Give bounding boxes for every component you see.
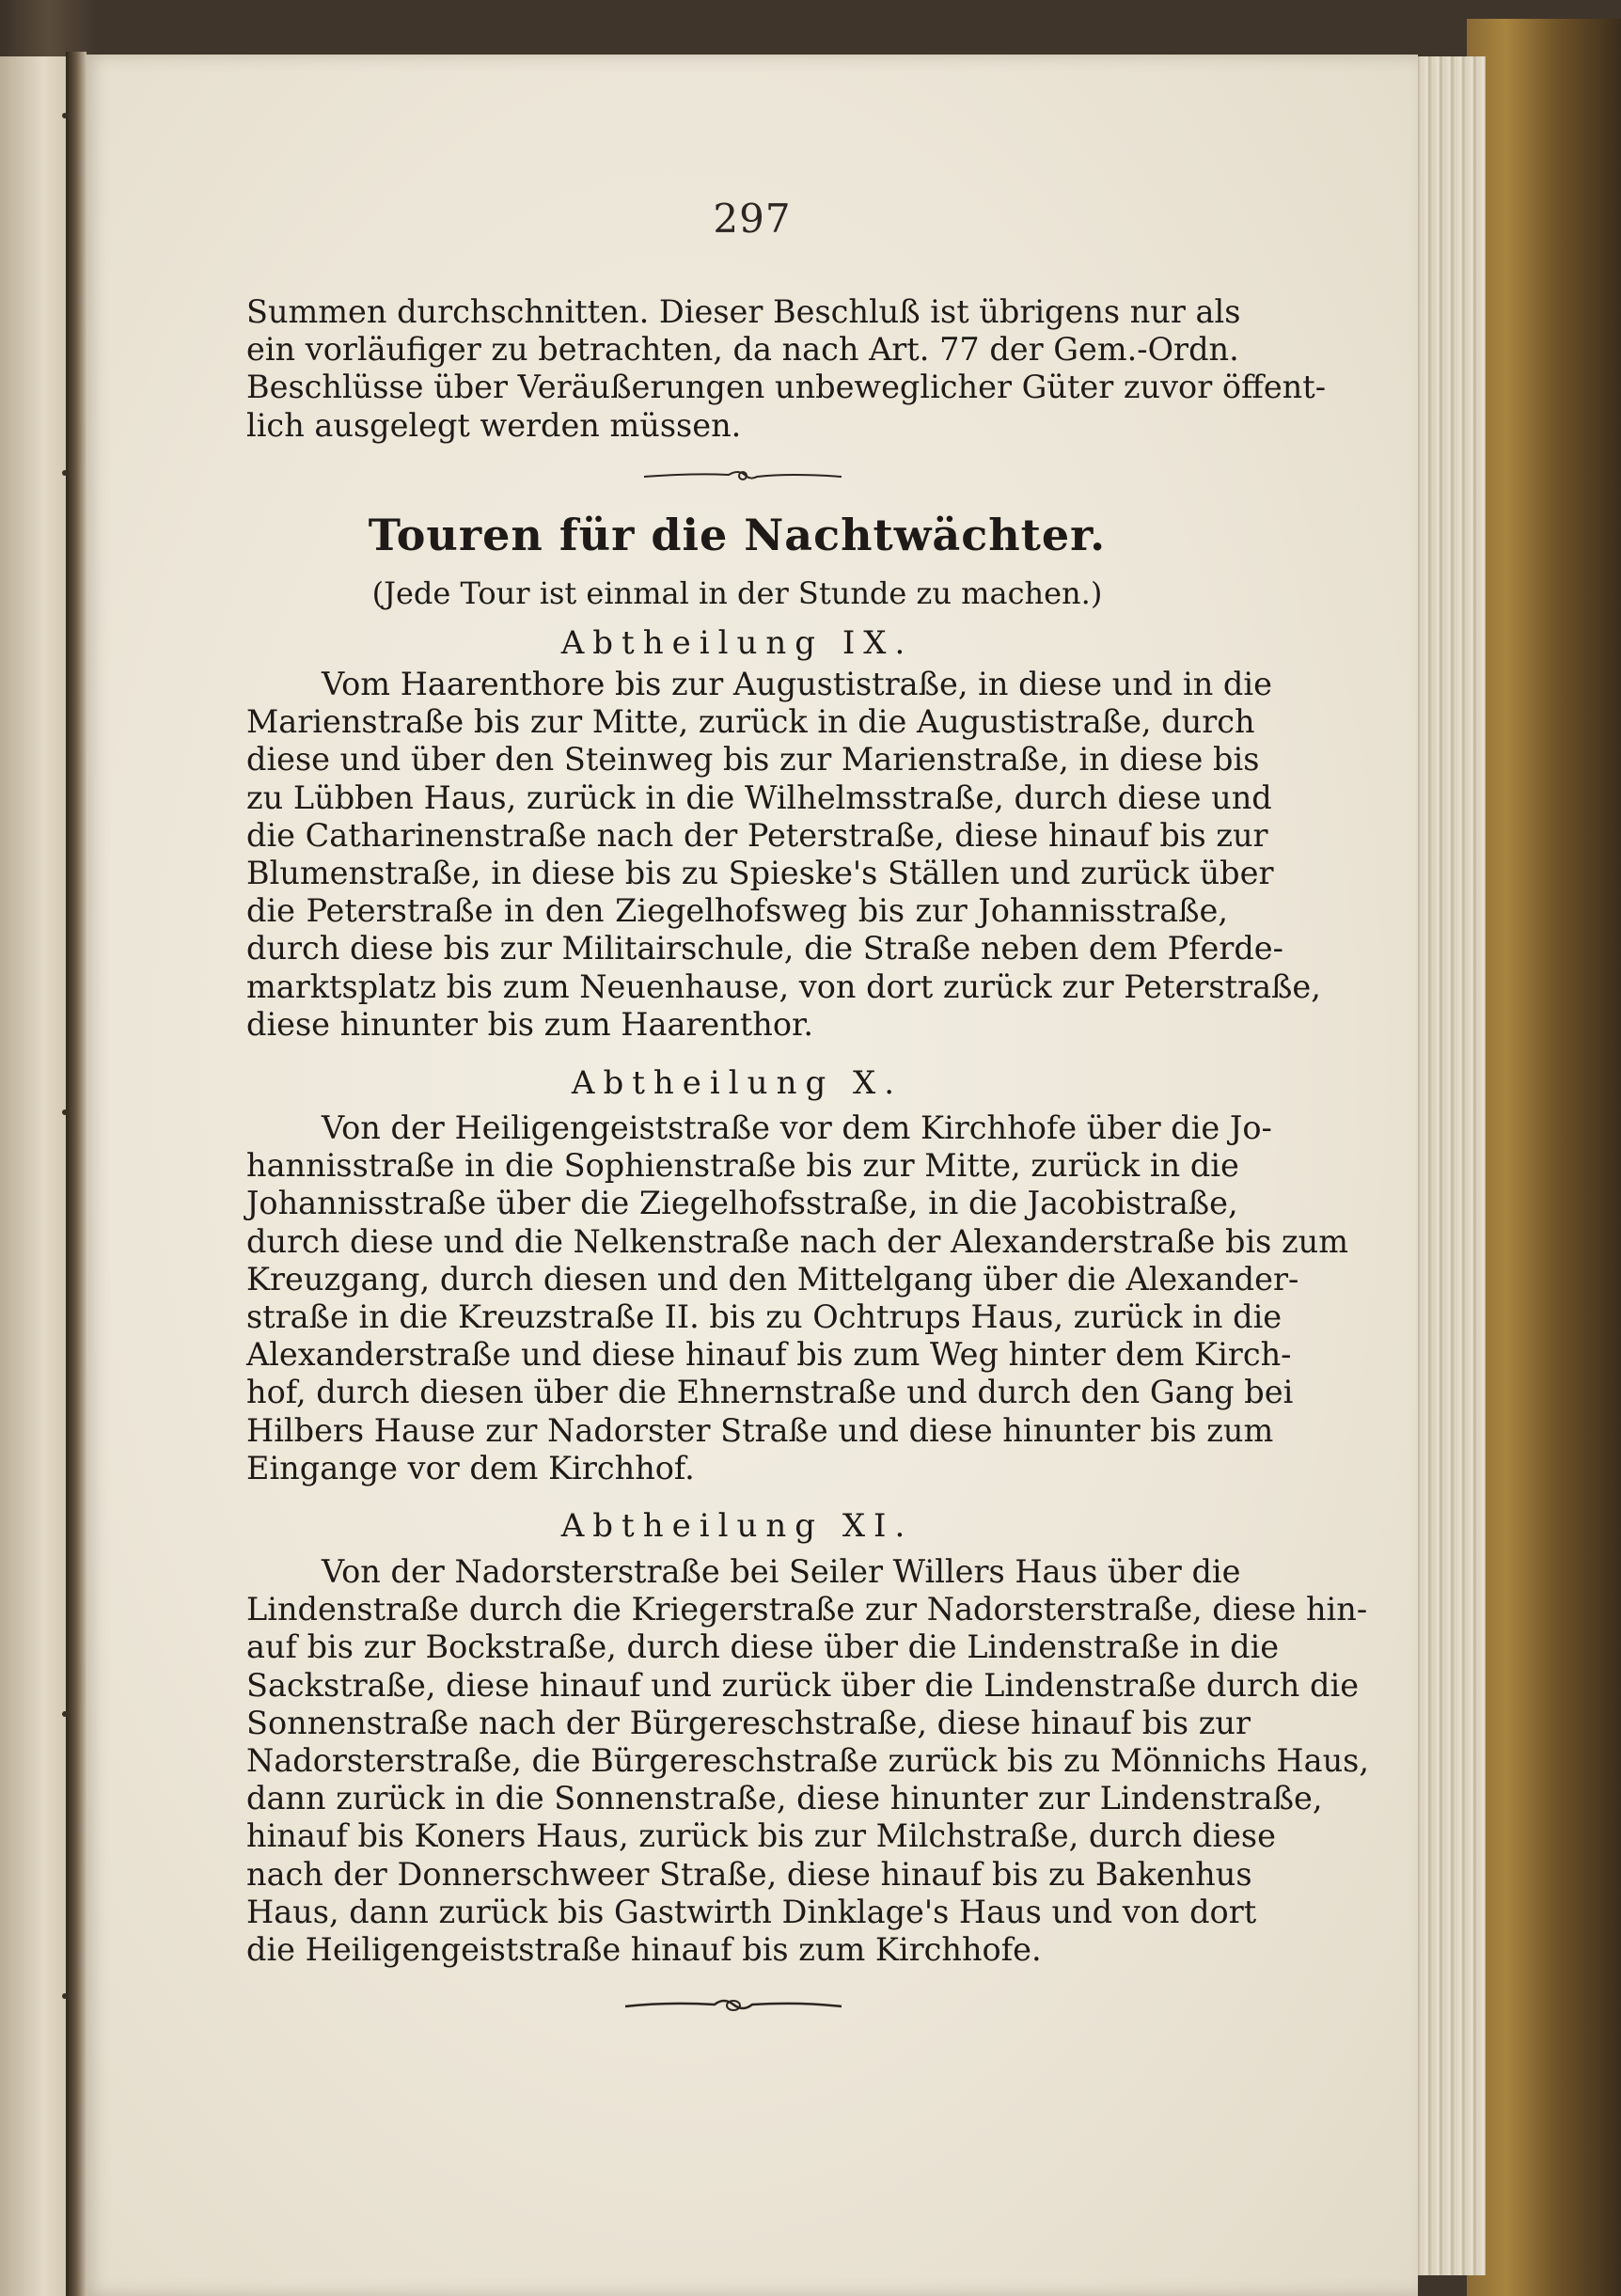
text-line: Summen durchschnitten. Dieser Beschluß ist übrigens nur als xyxy=(246,293,1241,330)
text-line: durch diese und die Nelkenstraße nach der Alexanderstraße bis zum xyxy=(246,1222,1348,1260)
text-line: Hilbers Hause zur Nadorster Straße und diese hinunter bis zum xyxy=(246,1411,1274,1449)
text-line: Beschlüsse über Veräußerungen unbeweglicher Güter zuvor öffent- xyxy=(246,369,1327,406)
text-line: Sackstraße, diese hinauf und zurück über die Lindenstraße durch die xyxy=(246,1666,1360,1704)
text-line: durch diese bis zur Militairschule, die Straße neben dem Pferde- xyxy=(246,930,1283,967)
text-line: Alexanderstraße und diese hinauf bis zum Weg hinter dem Kirch- xyxy=(246,1336,1292,1374)
text-line: straße in die Kreuzstraße II. bis zu Ochtrups Haus, zurück in die xyxy=(246,1297,1283,1335)
binding-hole xyxy=(62,470,68,476)
text-line: Nadorsterstraße, die Bürgereschstraße zurück bis zu Mönnichs Haus, xyxy=(246,1741,1370,1779)
text-line: Sonnenstraße nach der Bürgereschstraße, diese hinauf bis zur xyxy=(246,1704,1251,1741)
divider-ornament xyxy=(639,465,846,488)
text-line: Marienstraße bis zur Mitte, zurück in die Augustistraße, durch xyxy=(246,703,1255,741)
text-line: ein vorläufiger zu betrachten, da nach Art. 77 der Gem.-Ordn. xyxy=(246,331,1239,369)
binding-hole xyxy=(62,1993,68,1999)
text-line: marktsplatz bis zum Neuenhause, von dort zurück zur Peterstraße, xyxy=(246,967,1321,1005)
end-ornament xyxy=(621,1993,846,2020)
page-stack-edges xyxy=(1410,56,1486,2275)
book-gutter xyxy=(66,52,87,2296)
text-line: diese hinunter bis zum Haarenthor. xyxy=(246,1005,814,1043)
text-line: hinauf bis Koners Haus, zurück bis zur Milchstraße, durch diese xyxy=(246,1817,1276,1855)
text-line: die Catharinenstraße nach der Peterstraße, diese hinauf bis zur xyxy=(246,816,1268,854)
text-line: hof, durch diesen über die Ehnernstraße und durch den Gang bei xyxy=(246,1374,1294,1411)
division-heading: Abtheilung IX. xyxy=(560,624,914,662)
binding-hole xyxy=(62,1109,68,1115)
text-line: Vom Haarenthore bis zur Augustistraße, in diese und in die xyxy=(322,666,1272,702)
text-line: Von der Heiligengeiststraße vor dem Kirchhofe über die Jo- xyxy=(322,1109,1272,1146)
text-line: Lindenstraße durch die Kriegerstraße zur Nadorsterstraße, diese hin- xyxy=(246,1591,1368,1628)
section-title: Touren für die Nachtwächter. xyxy=(368,510,1107,560)
text-line: Haus, dann zurück bis Gastwirth Dinklage's Haus und von dort xyxy=(246,1893,1257,1930)
text-line: dann zurück in die Sonnenstraße, diese hinunter zur Lindenstraße, xyxy=(246,1780,1323,1817)
text-line: Blumenstraße, in diese bis zu Spieske's Ställen und zurück über xyxy=(246,854,1274,891)
intro-paragraph xyxy=(246,293,1327,445)
division-paragraph xyxy=(246,666,1321,1044)
section-subtitle: (Jede Tour ist einmal in der Stunde zu machen.) xyxy=(371,575,1103,611)
page-number: 297 xyxy=(713,196,792,242)
text-line: Eingange vor dem Kirchhof. xyxy=(246,1449,695,1486)
binding-hole xyxy=(62,113,68,118)
text-line: auf bis zur Bockstraße, durch diese über die Lindenstraße in die xyxy=(246,1628,1280,1666)
text-line: hannisstraße in die Sophienstraße bis zur Mitte, zurück in die xyxy=(246,1147,1239,1185)
text-line: Johannisstraße über die Ziegelhofsstraße, in die Jacobistraße, xyxy=(246,1185,1238,1222)
text-line: Kreuzgang, durch diesen und den Mittelgang über die Alexander- xyxy=(246,1260,1299,1297)
text-line: zu Lübben Haus, zurück in die Wilhelmsstraße, durch diese und xyxy=(246,778,1272,816)
text-line: nach der Donnerschweer Straße, diese hinauf bis zu Bakenhus xyxy=(246,1855,1252,1893)
division-paragraph xyxy=(246,1109,1348,1487)
division-paragraph xyxy=(246,1553,1370,1969)
text-line: lich ausgelegt werden müssen. xyxy=(246,406,742,444)
text-line: die Heiligengeiststraße hinauf bis zum Kirchhofe. xyxy=(246,1930,1042,1968)
text-line: Von der Nadorsterstraße bei Seiler Willers Haus über die xyxy=(322,1553,1241,1590)
text-line: die Peterstraße in den Ziegelhofsweg bis zur Johannisstraße, xyxy=(246,892,1228,930)
division-heading: Abtheilung X. xyxy=(571,1064,904,1102)
book-cover-edge xyxy=(1467,19,1621,2296)
division-heading: Abtheilung XI. xyxy=(560,1507,914,1545)
binding-hole xyxy=(62,1711,68,1717)
facing-page-edge xyxy=(0,56,73,2296)
text-line: diese und über den Steinweg bis zur Marienstraße, in diese bis xyxy=(246,741,1260,778)
